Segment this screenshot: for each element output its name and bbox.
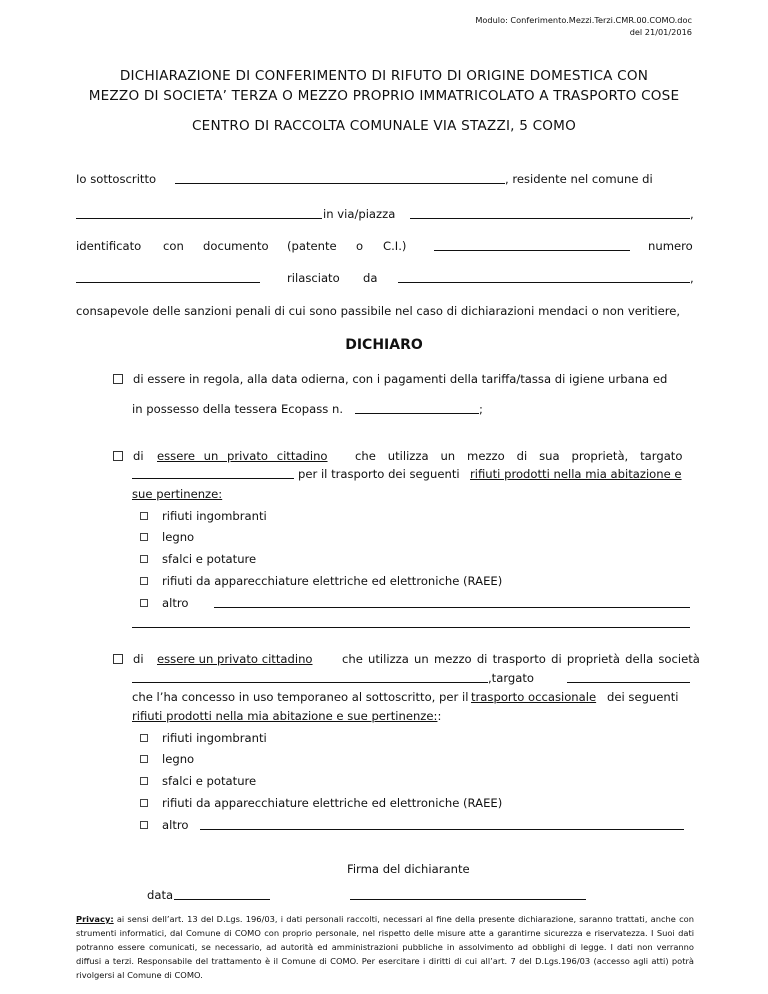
dichiaro-heading: DICHIARO [345, 337, 423, 353]
label-da: da [363, 271, 378, 285]
item-label: rifiuti ingombranti [162, 731, 267, 745]
item-label: rifiuti da apparecchiature elettriche ed elettroniche (RAEE) [162, 574, 503, 588]
item-label: altro [162, 596, 189, 610]
ecopass-semicolon: ; [479, 402, 483, 416]
checkbox-option-2[interactable] [113, 451, 123, 461]
option-2-item-3[interactable] [140, 551, 256, 567]
option-3-rifiuti-row [132, 708, 441, 724]
option-3-targato: ,targato [488, 671, 535, 685]
option-1-line-2 [132, 401, 343, 417]
document-header [475, 14, 692, 38]
rilasciato-da-field[interactable] [398, 282, 690, 283]
item-label: sfalci e potature [162, 774, 257, 788]
option-1-line-1: di essere in regola, alla data odierna, con i pagamenti della tariffa/tassa di igiene urbana ed [133, 372, 668, 386]
option-3-rest: che utilizza un mezzo di trasporto di proprietà della società [342, 652, 700, 666]
comma-2: , [690, 271, 694, 285]
checkbox-option-1[interactable] [113, 374, 123, 384]
label-identificato: identificato [76, 239, 142, 253]
privacy-text: ai sensi dell’art. 13 del D.Lgs. 196/03, i dati personali raccolti, necessari al fine della presente dichiarazione, saranno trattati, anche con strumenti informatici, dal Comune di COMO con proprio personale, nel rispetto delle misure atte a garantirne sicurezza e riservatezza. I Suoi dati potranno essere comunicati, se necessario, ad autorità ed amministrazioni pubbliche in assolvimento ad obblighi di legge. I dati non verranno diffusi a terzi. Responsabile del trattamento è il Comune di COMO. Per esercitare i diritti di cui all’art. 7 del D.Lgs.196/03 (accesso agli atti) potrà rivolgersi al Comune di COMO. [76, 914, 694, 980]
item-label: legno [162, 530, 195, 544]
option-3-line-3a: che l’ha concesso in uso temporaneo al sottoscritto, per il [132, 690, 469, 704]
checkbox-raee[interactable] [140, 577, 148, 585]
data-field[interactable] [174, 899, 270, 900]
option-3-item-2[interactable] [140, 751, 194, 767]
option-3-colon: : [437, 709, 442, 723]
title-line-2: MEZZO DI SOCIETA’ TERZA O MEZZO PROPRIO IMMATRICOLATO A TRASPORTO COSE [88, 88, 680, 104]
comma-1: , [690, 207, 694, 221]
option-3-item-5[interactable] [140, 817, 188, 833]
item-label: rifiuti da apparecchiature elettriche ed elettroniche (RAEE) [162, 796, 503, 810]
option-3-trasporto: trasporto occasionale [471, 690, 597, 704]
subtitle: CENTRO DI RACCOLTA COMUNALE VIA STAZZI, 5 COMO [191, 118, 576, 134]
checkbox-altro[interactable] [140, 599, 148, 607]
option-1[interactable] [113, 371, 667, 387]
data-label: data [147, 888, 174, 902]
checkbox-legno[interactable] [140, 755, 148, 763]
targato-field-2[interactable] [567, 682, 690, 683]
label-sottoscritto: Io sottoscritto [76, 172, 157, 186]
option-2-item-2[interactable] [140, 529, 194, 545]
altro-field-1b[interactable] [132, 627, 690, 628]
altro-field-2[interactable] [200, 829, 684, 830]
document-title [0, 66, 768, 106]
option-2-item-1[interactable] [140, 508, 267, 524]
option-2-di: di [133, 449, 144, 463]
label-rilasciato: rilasciato [287, 271, 340, 285]
checkbox-sfalci[interactable] [140, 555, 148, 563]
label-patente: (patente [287, 239, 337, 253]
option-3[interactable] [113, 651, 144, 667]
label-documento: documento [203, 239, 269, 253]
option-2-pertinenze: sue pertinenze: [132, 487, 223, 501]
module-name: Modulo: Conferimento.Mezzi.Terzi.CMR.00.COMO.doc [475, 15, 692, 25]
numero-field[interactable] [76, 282, 260, 283]
privacy-notice [76, 912, 694, 982]
label-residente: , residente nel comune di [505, 172, 653, 186]
option-3-item-3[interactable] [140, 773, 256, 789]
comune-field[interactable] [76, 218, 322, 219]
option-3-rifiuti: rifiuti prodotti nella mia abitazione e sue pertinenze: [132, 709, 438, 723]
item-label: sfalci e potature [162, 552, 257, 566]
targato-field-1[interactable] [132, 478, 294, 479]
via-field[interactable] [410, 218, 690, 219]
consapevole-text: consapevole delle sanzioni penali di cui sono passibile nel caso di dichiarazioni mendaci o non veritiere, [76, 304, 681, 318]
checkbox-legno[interactable] [140, 533, 148, 541]
option-2-rest: che utilizza un mezzo di sua proprietà, targato [355, 449, 683, 463]
checkbox-sfalci[interactable] [140, 777, 148, 785]
label-via: in via/piazza [323, 207, 396, 221]
firma-label: Firma del dichiarante [347, 862, 470, 876]
option-2-per: per il trasporto dei seguenti [298, 467, 460, 481]
item-label: legno [162, 752, 195, 766]
checkbox-ingombranti[interactable] [140, 734, 148, 742]
checkbox-ingombranti[interactable] [140, 512, 148, 520]
checkbox-option-3[interactable] [113, 654, 123, 664]
option-3-item-1[interactable] [140, 730, 267, 746]
societa-field[interactable] [132, 682, 488, 683]
option-2-item-4[interactable] [140, 573, 502, 589]
option-2-privato: essere un privato cittadino [157, 449, 328, 463]
label-numero: numero [648, 239, 693, 253]
item-label: altro [162, 818, 189, 832]
module-date: del 21/01/2016 [629, 27, 692, 37]
option-2[interactable] [113, 448, 144, 464]
name-field[interactable] [175, 183, 505, 184]
label-ci: C.I.) [383, 239, 407, 253]
option-3-line-3b: dei seguenti [607, 690, 679, 704]
altro-field-1[interactable] [214, 607, 690, 608]
option-3-privato: essere un privato cittadino [157, 652, 313, 666]
ecopass-label: in possesso della tessera Ecopass n. [132, 402, 344, 416]
option-2-rifiuti: rifiuti prodotti nella mia abitazione e [470, 467, 682, 481]
option-3-item-4[interactable] [140, 795, 502, 811]
checkbox-raee[interactable] [140, 799, 148, 807]
ecopass-field[interactable] [355, 413, 479, 414]
checkbox-altro[interactable] [140, 821, 148, 829]
firma-field[interactable] [350, 899, 586, 900]
option-3-di: di [133, 652, 144, 666]
documento-field[interactable] [434, 250, 630, 251]
label-o: o [356, 239, 364, 253]
label-con: con [163, 239, 184, 253]
privacy-label: Privacy: [76, 914, 114, 924]
item-label: rifiuti ingombranti [162, 509, 267, 523]
title-line-1: DICHIARAZIONE DI CONFERIMENTO DI RIFUTO DI ORIGINE DOMESTICA CON [119, 68, 649, 84]
option-2-item-5[interactable] [140, 595, 188, 611]
